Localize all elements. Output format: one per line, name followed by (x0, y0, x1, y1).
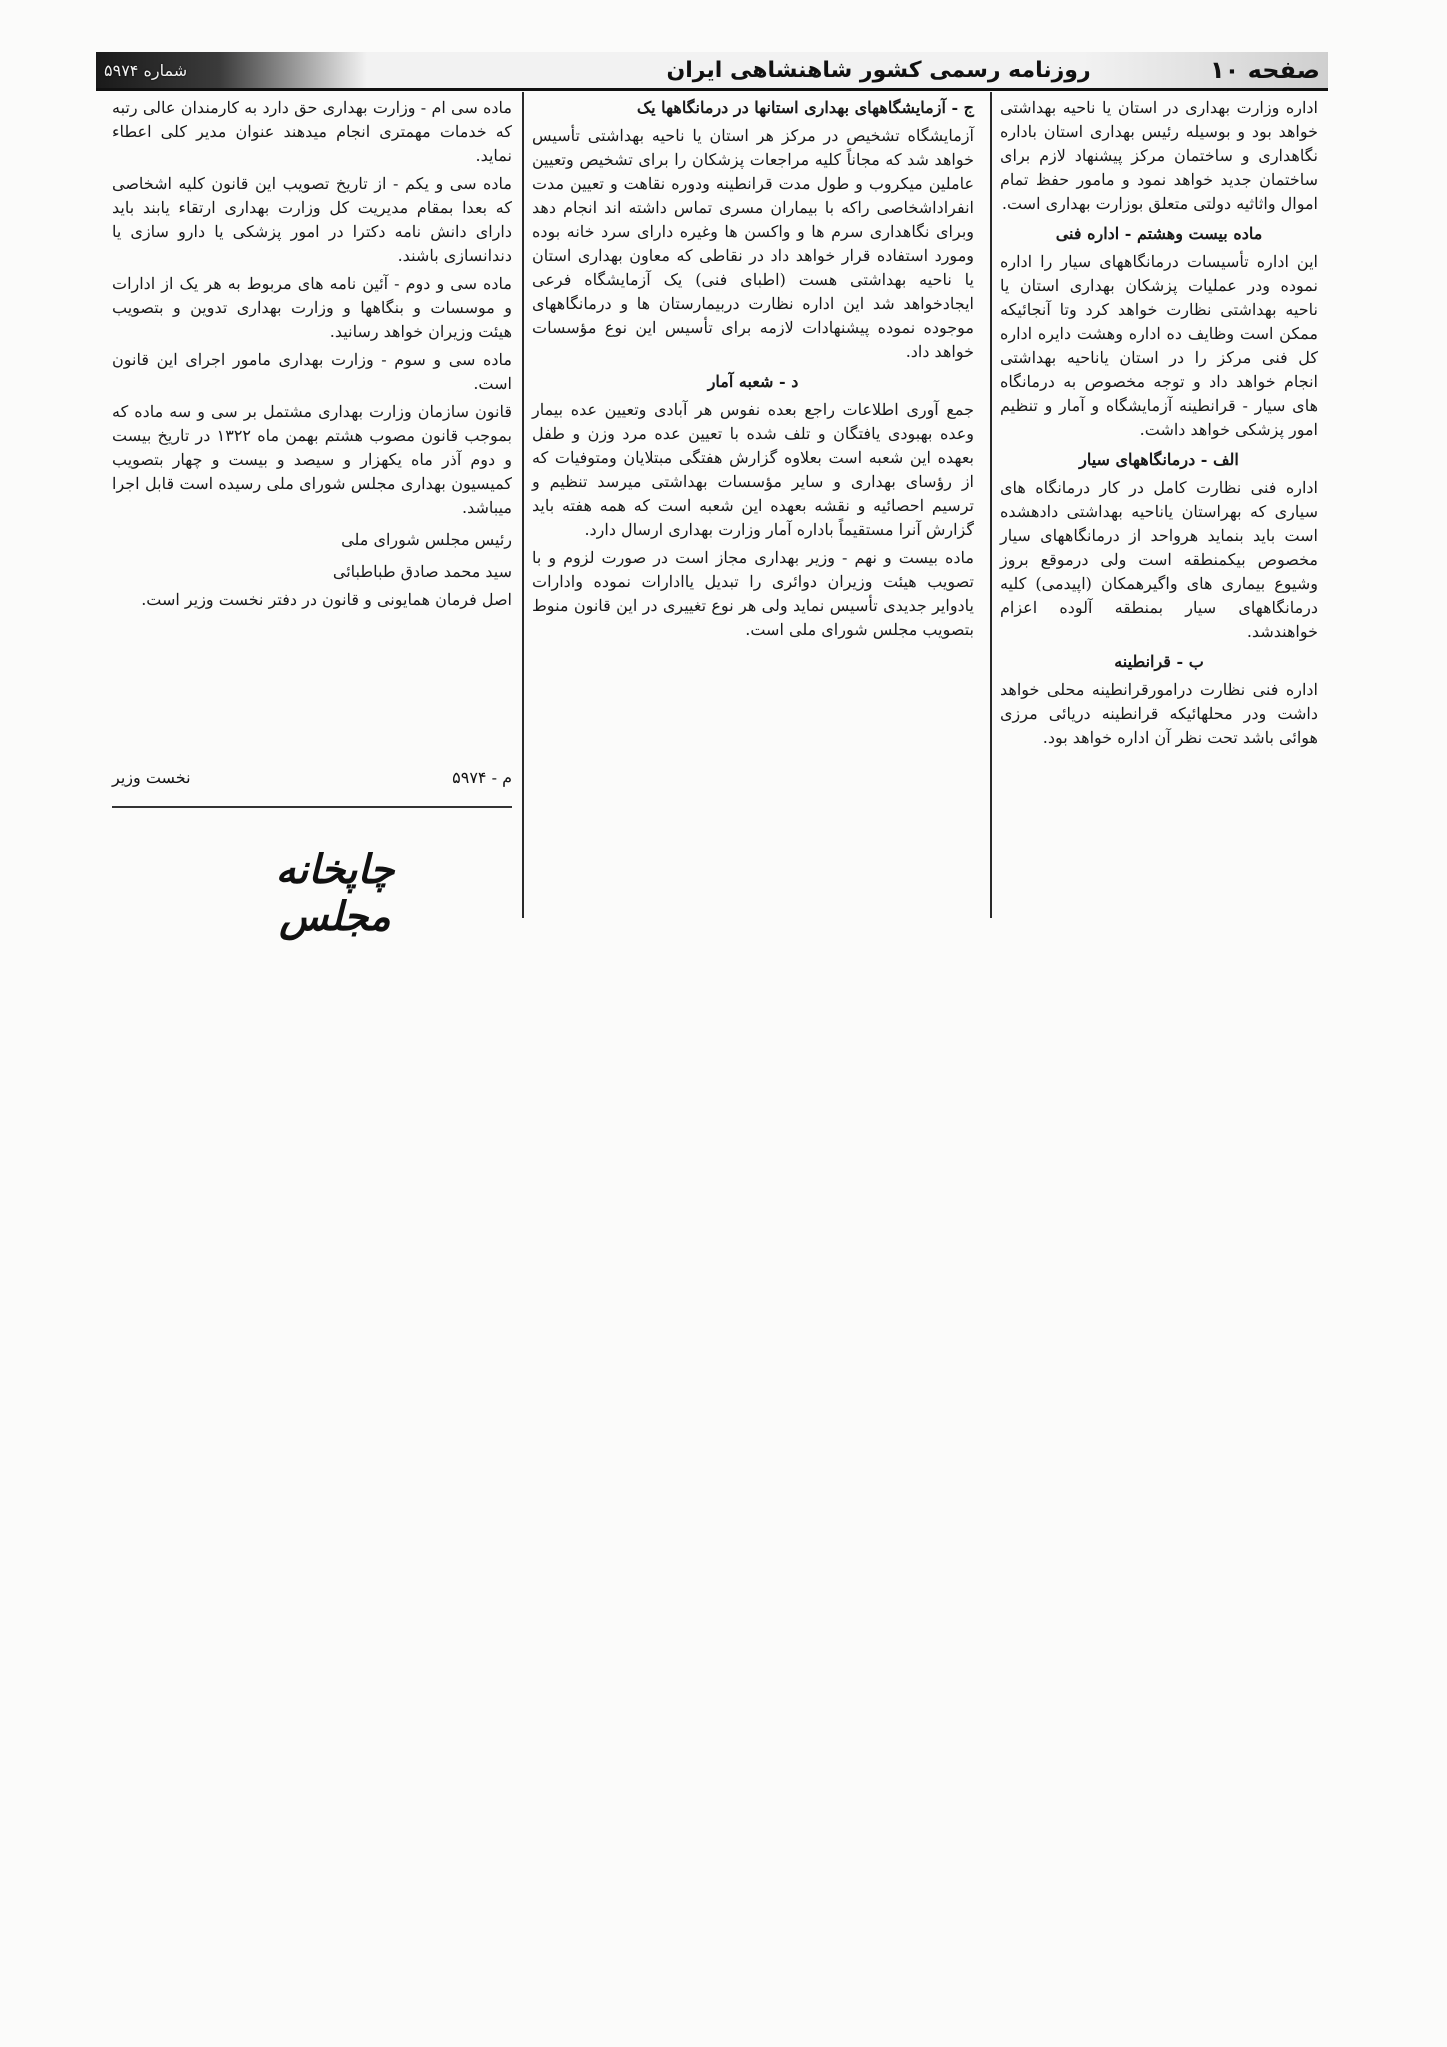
paragraph: اداره فنی نظارت کامل در کار درمانگاه های سیاری که بهراستان یاناحیه بهداشتی دادهشده است باید بنماید هرواحد از درمانگاههای سیار مخصوص بیکمنطقه است ولی درموقع بروز وشیوع بیماری های واگیرهمکان (اپیدمی) کلیه درمانگاههای سیار بمنطقه آلوده اعزام خواهندشد. (1000, 478, 1318, 641)
column-left (112, 96, 512, 616)
printer-imprint: چاپخانه مجلس (275, 846, 395, 940)
paragraph: اداره فنی نظارت درامورقرانطینه محلی خواهد داشت ودر محلهائیکه قرانطینه دریائی مرزی هوائی باشد تحت نظر آن اداره خواهد بود. (1000, 680, 1318, 747)
paragraph: ماده سی ام - وزارت بهداری حق دارد به کارمندان عالی رتبه که خدمات مهمتری انجام میدهند عنوان مدیر کلی اعطاء نماید. (112, 98, 512, 165)
section-heading: ج - آزمایشگاههای بهداری استانها در درمانگاهها یک (636, 98, 974, 117)
column-divider-left (522, 92, 524, 918)
article-heading: ماده بیست وهشتم - اداره فنی (1055, 224, 1263, 243)
column-divider-right (990, 92, 992, 918)
gazette-header (96, 52, 1328, 91)
document-code: م - ۵۹۷۴ (452, 768, 512, 787)
section-heading: د - شعبه آمار (707, 372, 799, 391)
section-heading: الف - درمانگاههای سیار (1079, 450, 1239, 469)
paragraph: جمع آوری اطلاعات راجع بعده نفوس هر آبادی وتعیین عده بیمار وعده بهبودی یافتگان و تلف شده با تعیین عده مرد وزن و طفل بعهده این شعبه است بعلاوه گزارش هفتگی مبتلایان ومتوفیات که از رؤسای بهداری و سایر مؤسسات بهداشتی میرسد تنظیم و ترسیم احصائیه و نقشه بعهده این شعبه است که همه هفته باید گزارش آنرا مستقیماً باداره آمار وزارت بهداری ارسال دارد. (532, 400, 974, 539)
signature-title: رئیس مجلس شورای ملی (341, 530, 512, 549)
issuing-office: نخست وزیر (112, 768, 191, 787)
paragraph: ماده سی و یکم - از تاریخ تصویب این قانون کلیه اشخاصی که بعدا بمقام مدیریت کل وزارت بهداری ارتقاء یابند باید دارای دانش نامه دکترا در امور پزشکی یا دارو سازی یا دندانسازی باشند. (112, 174, 512, 265)
section-heading: ب - قرانطینه (1114, 652, 1204, 671)
paragraph: قانون سازمان وزارت بهداری مشتمل بر سی و سه ماده که بموجب قانون مصوب هشتم بهمن ماه ۱۳۲۲ در تاریخ بیست و دوم آذر ماه یکهزار و سیصد و بیست و چهار بتصویب کمیسیون بهداری مجلس شورای ملی رسیده است قابل اجرا میباشد. (112, 402, 512, 517)
paragraph: ماده سی و سوم - وزارت بهداری مامور اجرای این قانون است. (112, 350, 512, 393)
page-number: صفحه ۱۰ (1210, 56, 1320, 84)
paragraph: ماده سی و دوم - آئین نامه های مربوط به هر یک از ادارات و موسسات و بنگاهها و وزارت بهداری تدوین و بتصویب هیئت وزیران خواهد رسانید. (112, 274, 512, 341)
column-right (1000, 96, 1318, 754)
closing-divider (112, 806, 512, 808)
paragraph: این اداره تأسیسات درمانگاههای سیار را اداره نموده ودر عملیات پزشکان بهداری استان یا ناحیه بهداشتی نظارت خواهد کرد وتا آنجائیکه ممکن است وظایف ده اداره وهشت دایره اداره کل فنی مرکز را در استان یاناحیه بهداشتی انجام خواهد داد و توجه مخصوص به درمانگاه های سیار - قرانطینه آزمایشگاه و آمار و تنظیم امور پزشکی خواهد داشت. (1000, 252, 1318, 439)
header-date-strip: شماره ۵۹۷۴ (104, 60, 188, 80)
closing-line (112, 768, 512, 787)
paragraph: اداره وزارت بهداری در استان یا ناحیه بهداشتی خواهد بود و بوسیله رئیس بهداری استان باداره نگاهداری و ساختمان مرکز پیشنهاد لازم برای ساختمان جدید خواهد نمود و مامور حفظ تمام اموال واثاثیه دولتی متعلق بوزارت بهداری است. (1000, 98, 1318, 213)
paragraph: آزمایشگاه تشخیص در مرکز هر استان یا ناحیه بهداشتی تأسیس خواهد شد که مجاناً کلیه مراجعات پزشکان را برای تشخیص وتعیین عاملین میکروب و طول مدت قرانطینه ودوره نقاهت و تعیین مدت انفراداشخاصی راکه با بیماران مسری تماس داشته اند انجام دهد وبرای نگاهداری سرم ها و واکسن ها وغیره دارای سرد خانه بوده ومورد استفاده قرار خواهد داد در نقاطی که معاون بهداری استان یا ناحیه بهداشتی هست (اطبای فنی) یک آزمایشگاه فرعی ایجادخواهد شد این اداره نظارت دربیمارستان ها و درمانگاههای موجوده نموده پیشنهادات لازمه برای تأسیس این نوع مؤسسات خواهد داد. (532, 126, 974, 361)
column-middle (532, 96, 974, 646)
signature-name: سید محمد صادق طباطبائی (332, 562, 512, 581)
paragraph: ماده بیست و نهم - وزیر بهداری مجاز است در صورت لزوم و با تصویب هیئت وزیران دوائری را تبدیل یاادارات نموده وادارات یادوایر جدیدی تأسیس نماید ولی هر نوع تغییری در این قانون منوط بتصویب مجلس شورای ملی است. (532, 548, 974, 639)
masthead-title: روزنامه رسمی کشور شاهنشاهی ایران (666, 57, 1091, 83)
paragraph: اصل فرمان همایونی و قانون در دفتر نخست وزیر است. (141, 590, 512, 609)
